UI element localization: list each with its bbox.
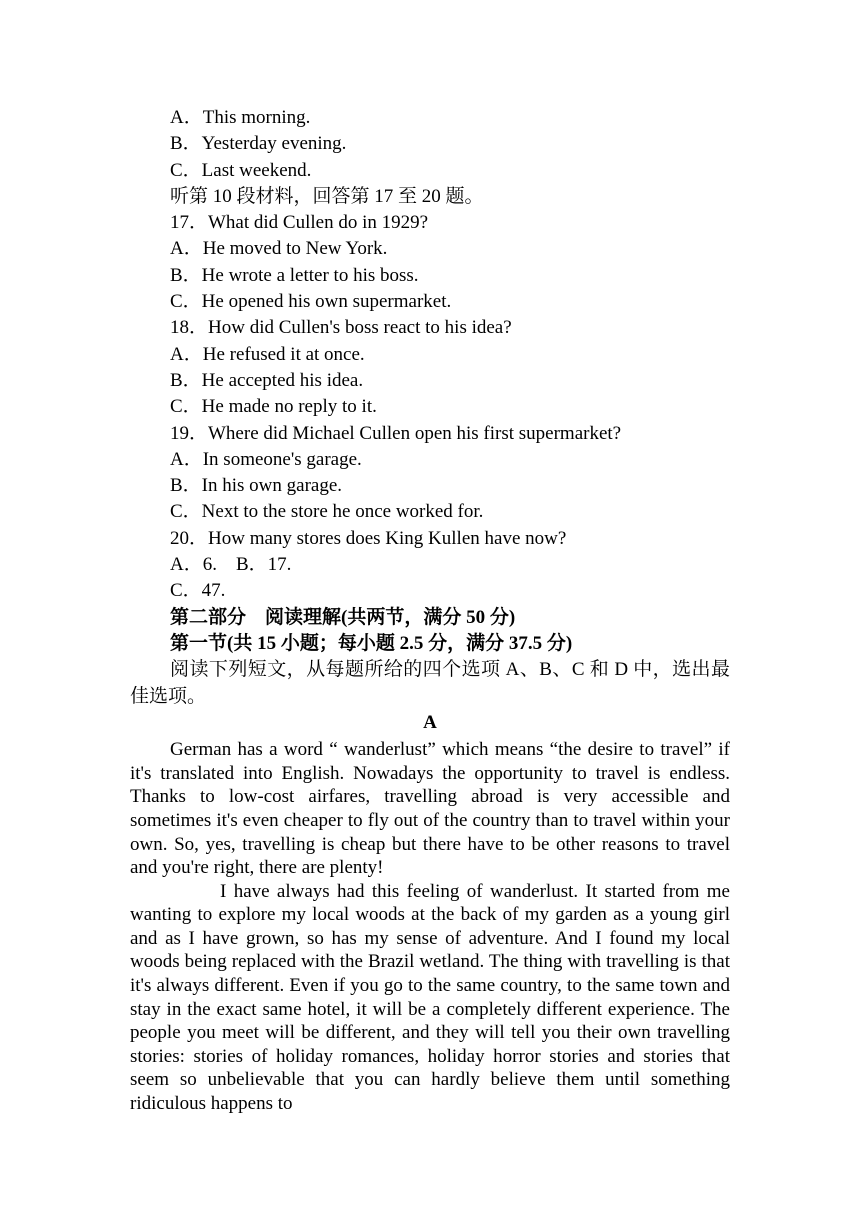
option-a: A．This morning. — [170, 107, 311, 128]
option-b: B．He accepted his idea. — [170, 369, 364, 391]
part-two-heading: 第二部分 阅读理解(共两节，满分 50 分) — [170, 606, 516, 628]
passage-title: A — [423, 711, 437, 733]
question-19: 19．Where did Michael Cullen open his first supermarket? — [170, 422, 622, 444]
question-17: 17．What did Cullen do in 1929? — [170, 212, 429, 234]
option-b: B．In his own garage. — [170, 475, 343, 497]
option-c: C．Last weekend. — [170, 159, 312, 181]
option-c: C．He opened his own supermarket. — [170, 291, 452, 313]
option-a: A．In someone's garage. — [170, 448, 362, 470]
document-page — [130, 105, 730, 1116]
question-18: 18．How did Cullen's boss react to his idea? — [170, 317, 512, 339]
section-one-heading — [130, 631, 730, 657]
option-c: C．He made no reply to it. — [170, 396, 377, 418]
passage-paragraph-2: I have always had this feeling of wanderlust. It started from me wanting to explore my local woods at the back of my garden as a young girl and as I have grown, so has my sense of adventure. And I found my local woods being replaced with the Brazil wetland. The thing with travelling is that it's always different. Even if you go to the same country, to the same town and stay in the exact same hotel, it will be a completely different experience. The people you meet will be different, and they will tell you their own travelling stories: stories of holiday romances, holiday horror stories and stories that seem so unbelievable that you can hardly believe them until something ridiculous happens to — [130, 880, 730, 1115]
option-a-b: A．6. B．17. — [170, 554, 292, 576]
option-b: B．Yesterday evening. — [170, 133, 347, 155]
option-a: A．He moved to New York. — [170, 238, 388, 260]
section-one-heading-text: 第一节(共 15 小题；每小题 2.5 分，满分 37.5 分) — [170, 632, 573, 654]
option-a: A．He refused it at once. — [170, 343, 365, 365]
listening-instruction: 听第 10 段材料，回答第 17 至 20 题。 — [170, 185, 484, 207]
question-20: 20．How many stores does King Kullen have now? — [170, 527, 567, 549]
option-c: C．47. — [170, 580, 226, 602]
passage-paragraph-1: German has a word “ wanderlust” which means “the desire to travel” if it's translated into English. Nowadays the opportunity to travel is endless. Thanks to low-cost airfares, travelling abroad is very accessible and sometimes it's even cheaper to fly out of the country than to travel within your own. So, yes, travelling is cheap but there have to be other reasons to travel and you're right, there are plenty! — [130, 739, 730, 879]
option-b: B．He wrote a letter to his boss. — [170, 264, 419, 286]
option-c: C．Next to the store he once worked for. — [170, 501, 484, 523]
reading-instruction: 阅读下列短文，从每题所给的四个选项 A、B、C 和 D 中，选出最佳选项。 — [130, 659, 730, 707]
